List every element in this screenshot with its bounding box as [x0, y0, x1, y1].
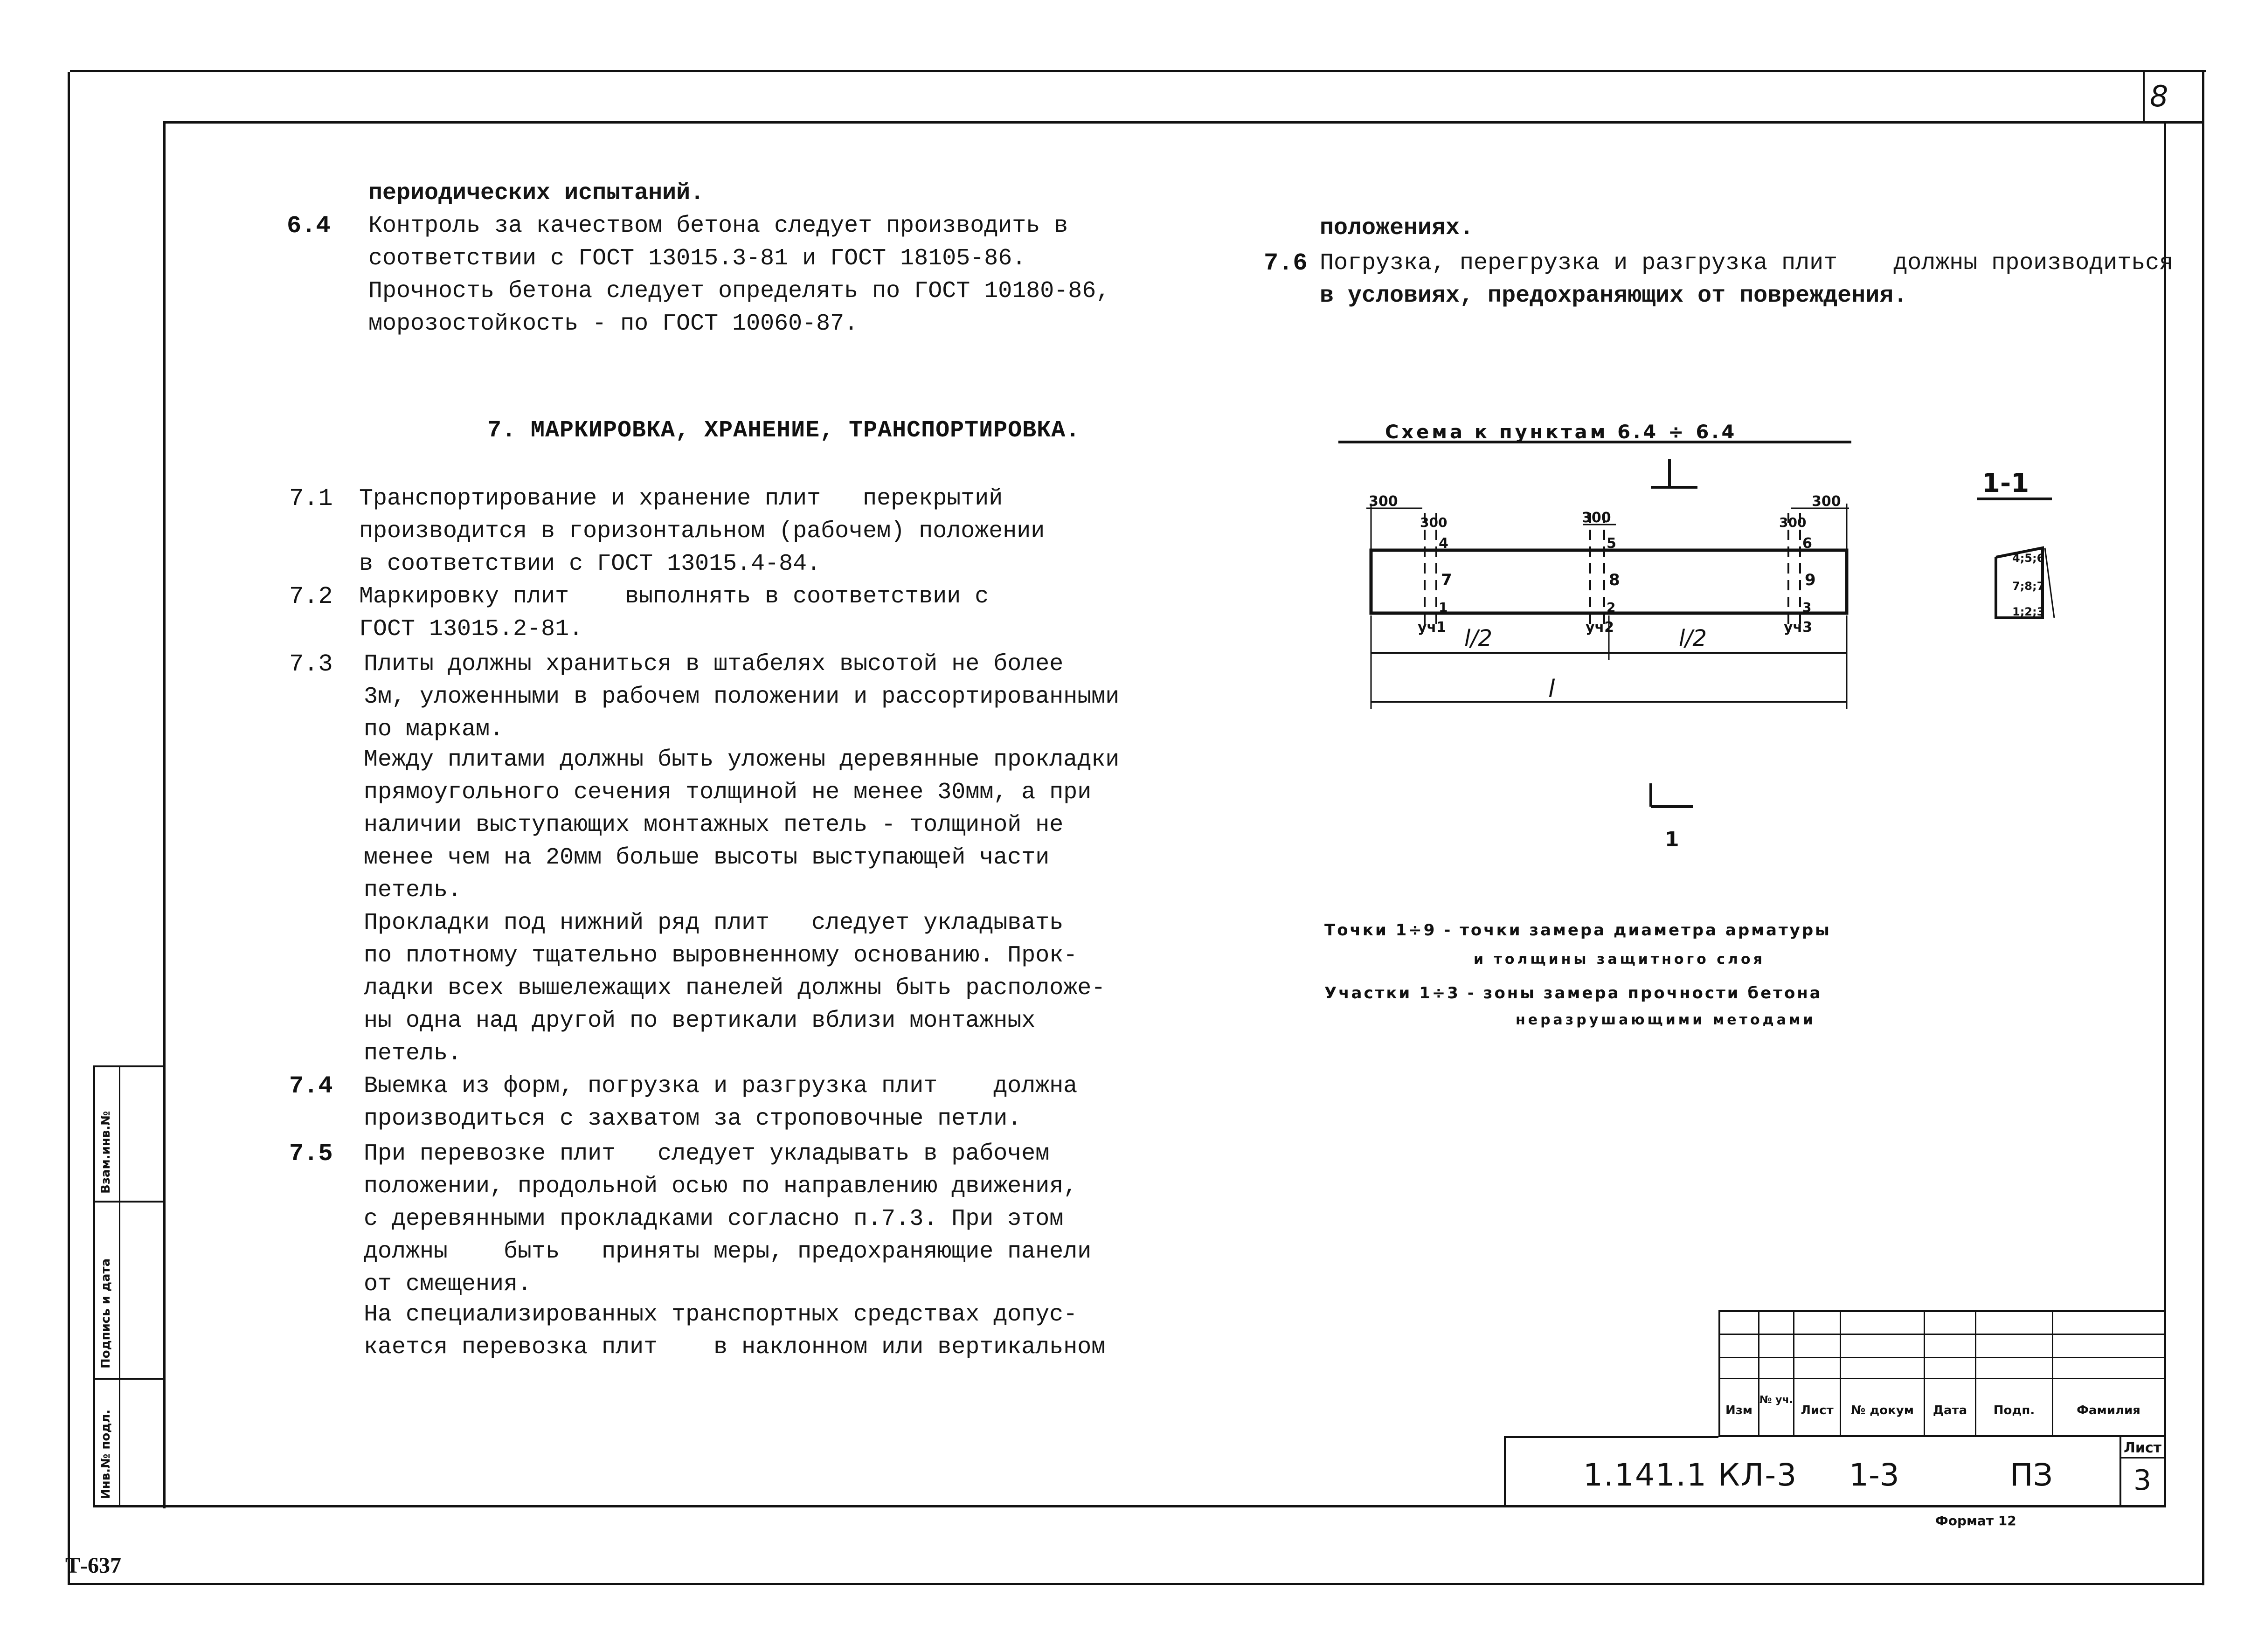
dim-small-300-1: 300 [1420, 515, 1448, 530]
s7-6-line-1: Погрузка, перегрузка и разгрузка плит должны производиться [1320, 250, 2174, 276]
stamp-inv-vzam: Взам.инв.№ [99, 1111, 113, 1194]
s7-3-line-12: ны одна над другой по вертикали вблизи монтажных [364, 1008, 1036, 1034]
s6-4-line-1: Контроль за качеством бетона следует производить в [368, 213, 1068, 239]
s7-2-line-1: Маркировку плит выполнять в соответствии с [359, 583, 989, 610]
s7-3-line-3: по маркам. [364, 716, 504, 743]
left-top-line: периодических испытаний. [368, 180, 705, 207]
diagram-title: Схема к пунктам 6.4 ÷ 6.4 [1385, 422, 1738, 443]
stamp-frame-top [93, 1065, 166, 1067]
stamp-inv-podl: Инв.№ подл. [99, 1409, 113, 1499]
s7-3-line-4: Между плитами должны быть уложены деревянные прокладки [364, 747, 1120, 773]
s6-4-line-3: Прочность бетона следует определять по ГОСТ 10180-86, [368, 278, 1110, 304]
inner-frame-top [166, 121, 2203, 124]
inner-frame-bottom [93, 1505, 2166, 1507]
point-2: 2 [1607, 600, 1616, 615]
s7-4-line-2: производиться с захватом за строповочные петли. [364, 1106, 1022, 1132]
s7-2-number: 7.2 [289, 583, 333, 610]
s7-3-line-5: прямоугольного сечения толщиной не менее 30мм, а при [364, 779, 1092, 806]
section-label-mid: 7;8;7 [2012, 580, 2045, 593]
s7-5-line-7: кается перевозка плит в наклонном или вертикальном [364, 1334, 1106, 1361]
section-label-top: 4;5;6 [2012, 552, 2045, 565]
s7-3-line-8: петель. [364, 877, 462, 904]
s7-3-line-2: 3м, уложенными в рабочем положении и рассортированными [364, 684, 1120, 710]
s7-1-line-3: в соответствии с ГОСТ 13015.4-84. [359, 551, 821, 577]
s7-5-line-4: должны быть приняты меры, предохраняющие панели [364, 1238, 1092, 1265]
section-mark: 1 [1665, 828, 1679, 851]
point-3: 3 [1802, 600, 1812, 615]
outer-frame-left [68, 72, 70, 1583]
s7-5-number: 7.5 [289, 1140, 333, 1168]
s7-6-line-2: в условиях, предохраняющих от повреждения. [1320, 283, 1908, 309]
s7-3-line-10: по плотному тщательно выровненному основанию. Прок- [364, 942, 1078, 969]
tb-header-uch: № уч. [1759, 1394, 1793, 1406]
format-label: Формат 12 [1935, 1513, 2016, 1528]
point-9: 9 [1805, 571, 1816, 589]
s7-1-number: 7.1 [289, 485, 333, 512]
inner-frame-left [163, 121, 166, 1508]
sheet-label: Лист [2123, 1440, 2162, 1456]
page-corner-number: 8 [2150, 79, 2168, 113]
point-7: 7 [1441, 571, 1452, 589]
half-right-label: l/2 [1679, 625, 1707, 651]
tb-header-list: Лист [1801, 1403, 1834, 1417]
doc-part: 1-3 [1849, 1457, 1899, 1493]
outer-frame-right [2202, 70, 2204, 1585]
legend-2-line-1: Участки 1÷3 - зоны замера прочности бетона [1324, 984, 1822, 1002]
corner-box-left [2143, 70, 2145, 124]
point-8: 8 [1609, 571, 1620, 589]
stamp-podpis-data: Подпись и дата [99, 1258, 113, 1369]
zone-2: уч2 [1586, 619, 1614, 636]
bottom-left-code: Т-637 [65, 1553, 121, 1578]
legend-1-line-1: Точки 1÷9 - точки замера диаметра арматуры [1324, 921, 1831, 940]
point-1: 1 [1439, 600, 1448, 615]
s6-4-line-2: соответствии с ГОСТ 13015.3-81 и ГОСТ 18105-86. [368, 245, 1026, 272]
s7-4-number: 7.4 [289, 1072, 333, 1100]
section-title: 1-1 [1982, 468, 2029, 498]
stamp-divider-1 [93, 1201, 166, 1203]
dim-mid-300: 300 [1582, 510, 1611, 526]
point-5: 5 [1607, 535, 1616, 552]
s7-5-line-2: положении, продольной осью по направлению движения, [364, 1173, 1078, 1200]
plate-diagram [1324, 392, 2140, 858]
s7-3-line-9: Прокладки под нижний ряд плит следует укладывать [364, 910, 1064, 936]
length-label: l [1548, 675, 1555, 703]
sheet-number: 3 [2133, 1464, 2152, 1497]
dim-small-300-3: 300 [1779, 515, 1807, 530]
section-7-title: 7. МАРКИРОВКА, ХРАНЕНИЕ, ТРАНСПОРТИРОВКА. [487, 417, 1081, 444]
stamp-frame-left [93, 1065, 95, 1506]
s7-1-line-1: Транспортирование и хранение плит перекрытий [359, 485, 1003, 512]
dim-left-300: 300 [1369, 493, 1398, 510]
tb-header-dokum: № докум [1850, 1403, 1914, 1417]
tb-header-familiya: Фамилия [2077, 1403, 2140, 1417]
right-top-line: положениях. [1320, 215, 1474, 242]
outer-frame-top [70, 70, 2206, 72]
s7-5-line-5: от смещения. [364, 1271, 532, 1298]
inner-frame-right [2164, 124, 2166, 1506]
point-4: 4 [1439, 535, 1448, 552]
s7-4-line-1: Выемка из форм, погрузка и разгрузка плит должна [364, 1073, 1078, 1099]
s7-5-line-3: с деревянными прокладками согласно п.7.3. При этом [364, 1206, 1064, 1232]
s7-3-line-7: менее чем на 20мм больше высоты выступающей части [364, 844, 1050, 871]
half-left-label: l/2 [1464, 625, 1493, 651]
legend-1-line-2: и толщины защитного слоя [1474, 951, 1765, 968]
s7-3-line-6: наличии выступающих монтажных петель - толщиной не [364, 812, 1064, 838]
tb-header-izm: Изм [1725, 1403, 1753, 1417]
s7-1-line-2: производится в горизонтальном (рабочем) положении [359, 518, 1045, 545]
legend-2-line-2: неразрушающими методами [1516, 1012, 1816, 1028]
tb-header-data: Дата [1932, 1403, 1967, 1417]
stamp-divider-2 [93, 1378, 166, 1380]
doc-code: 1.141.1 КЛ-3 [1583, 1457, 1798, 1493]
s7-3-number: 7.3 [289, 650, 333, 678]
stamp-frame-mid [119, 1065, 120, 1506]
s7-2-line-2: ГОСТ 13015.2-81. [359, 616, 583, 643]
s6-4-number: 6.4 [287, 212, 331, 240]
dim-right-300: 300 [1812, 493, 1841, 510]
s7-5-line-1: При перевозке плит следует укладывать в рабочем [364, 1141, 1050, 1167]
zone-1: уч1 [1418, 619, 1447, 636]
tb-header-podp: Подп. [1993, 1403, 2035, 1417]
s7-5-line-6: На специализированных транспортных средствах допус- [364, 1301, 1078, 1328]
zone-3: уч3 [1784, 619, 1813, 636]
doc-section: ПЗ [2010, 1457, 2053, 1493]
outer-frame-bottom [68, 1583, 2204, 1585]
point-6: 6 [1802, 535, 1812, 552]
s7-3-line-1: Плиты должны храниться в штабелях высотой не более [364, 651, 1064, 677]
s6-4-line-4: морозостойкость - по ГОСТ 10060-87. [368, 311, 859, 337]
section-label-bot: 1;2;3 [2012, 605, 2045, 618]
s7-3-line-11: ладки всех вышележащих панелей должны быть расположе- [364, 975, 1106, 1002]
s7-3-line-13: петель. [364, 1040, 462, 1067]
s7-6-number: 7.6 [1264, 249, 1308, 277]
